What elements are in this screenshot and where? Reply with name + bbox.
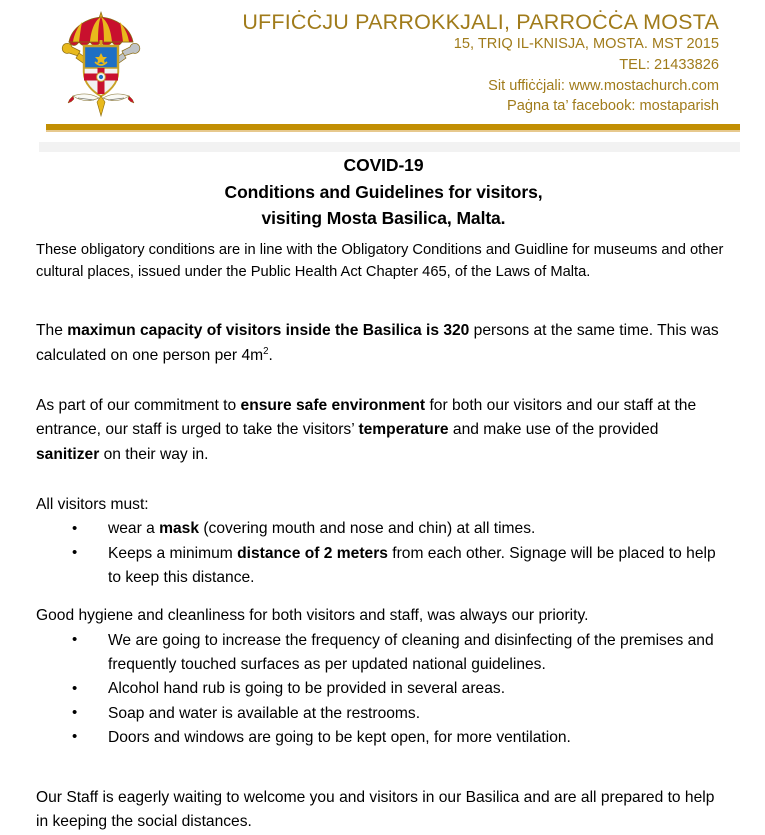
title-line-3: visiting Mosta Basilica, Malta. — [261, 208, 506, 229]
capacity-post: persons at the same time. This was calculated on one person per 4m — [36, 322, 719, 364]
organisation-website: Sit uffiċċjali: www.mostachurch.com — [488, 77, 719, 94]
visitor-item-1-s2: from each other. Signage will be placed to help to keep this distance. — [108, 544, 716, 586]
letterhead — [0, 0, 765, 122]
visitors-bullet-list — [36, 517, 731, 590]
spacer — [36, 590, 731, 604]
visitor-item-0-s1: wear a — [108, 520, 160, 538]
visitor-item-0-b1: mask — [159, 520, 200, 538]
list-item — [72, 542, 723, 591]
commitment-s3: and make use of the provided — [448, 421, 659, 439]
organisation-telephone: TEL: 21433826 — [619, 56, 719, 73]
visitor-item-1-b1: distance of 2 meters — [237, 544, 388, 562]
commitment-s4: on their way in. — [99, 445, 209, 463]
organisation-details — [147, 4, 741, 117]
capacity-superscript: 2 — [263, 345, 269, 357]
visitor-item-0-s2: (covering mouth and nose and chin) at all times. — [199, 520, 536, 538]
capacity-pre: The — [36, 322, 68, 340]
basilica-crest-svg — [59, 10, 143, 122]
spacer — [36, 750, 731, 786]
gold-divider-rule — [46, 124, 740, 130]
closing-paragraph: Our Staff is eagerly waiting to welcome you and visitors in our Basilica and are all prepared to help in keeping the social distances. — [36, 789, 715, 831]
visitor-item-1-s1: Keeps a minimum — [108, 544, 238, 562]
list-item: • We are going to increase the frequency of cleaning and disinfecting of the premises and frequently touched surfaces as per updated national guidelines. — [72, 629, 723, 678]
list-item: • Soap and water is available at the restrooms. — [72, 702, 723, 726]
coat-of-arms-icon — [55, 4, 147, 122]
spacer — [36, 467, 731, 493]
commitment-b2: temperature — [358, 421, 449, 439]
title-line-2: Conditions and Guidelines for visitors, — [224, 181, 543, 202]
capacity-bold: maximun capacity of visitors inside the Basilica is 320 — [67, 322, 470, 340]
organisation-address: 15, TRIQ IL-KNISJA, MOSTA. MST 2015 — [453, 36, 719, 53]
title-line-1: COVID-19 — [343, 155, 424, 175]
organisation-facebook: Paġna ta’ facebook: mostaparish — [506, 98, 719, 115]
list-item: • Doors and windows are going to be kept open, for more ventilation. — [72, 726, 723, 750]
page-title — [36, 152, 731, 232]
commitment-s2: for both our visitors and our staff at the entrance, our staff is urged to take the visitors’ — [36, 397, 697, 439]
commitment-s1: As part of our commitment to — [36, 397, 241, 415]
document-body — [0, 152, 765, 835]
commitment-b3: sanitizer — [36, 445, 100, 463]
list-item: • Alcohol hand rub is going to be provided in several areas. — [72, 677, 723, 701]
hygiene-lead: Good hygiene and cleanliness for both visitors and staff, was always our priority. — [36, 607, 589, 625]
intro-paragraph: These obligatory conditions are in line with the Obligatory Conditions and Guidline for museums and other cultural places, issued under the Public Health Act Chapter 465, of the Laws of Malta. — [36, 241, 724, 281]
capacity-tail: . — [268, 346, 273, 364]
gray-divider-band — [39, 142, 740, 152]
commitment-paragraph — [36, 394, 731, 467]
list-item — [72, 517, 723, 541]
commitment-b1: ensure safe environment — [240, 397, 426, 415]
spacer — [36, 283, 731, 319]
hygiene-bullet-list — [36, 629, 731, 751]
capacity-paragraph — [36, 319, 731, 368]
organisation-name: UFFIĊĊJU PARROKKJALI, PARROĊĊA MOSTA — [242, 10, 719, 34]
visitors-lead: All visitors must: — [36, 496, 149, 514]
spacer — [36, 368, 731, 394]
